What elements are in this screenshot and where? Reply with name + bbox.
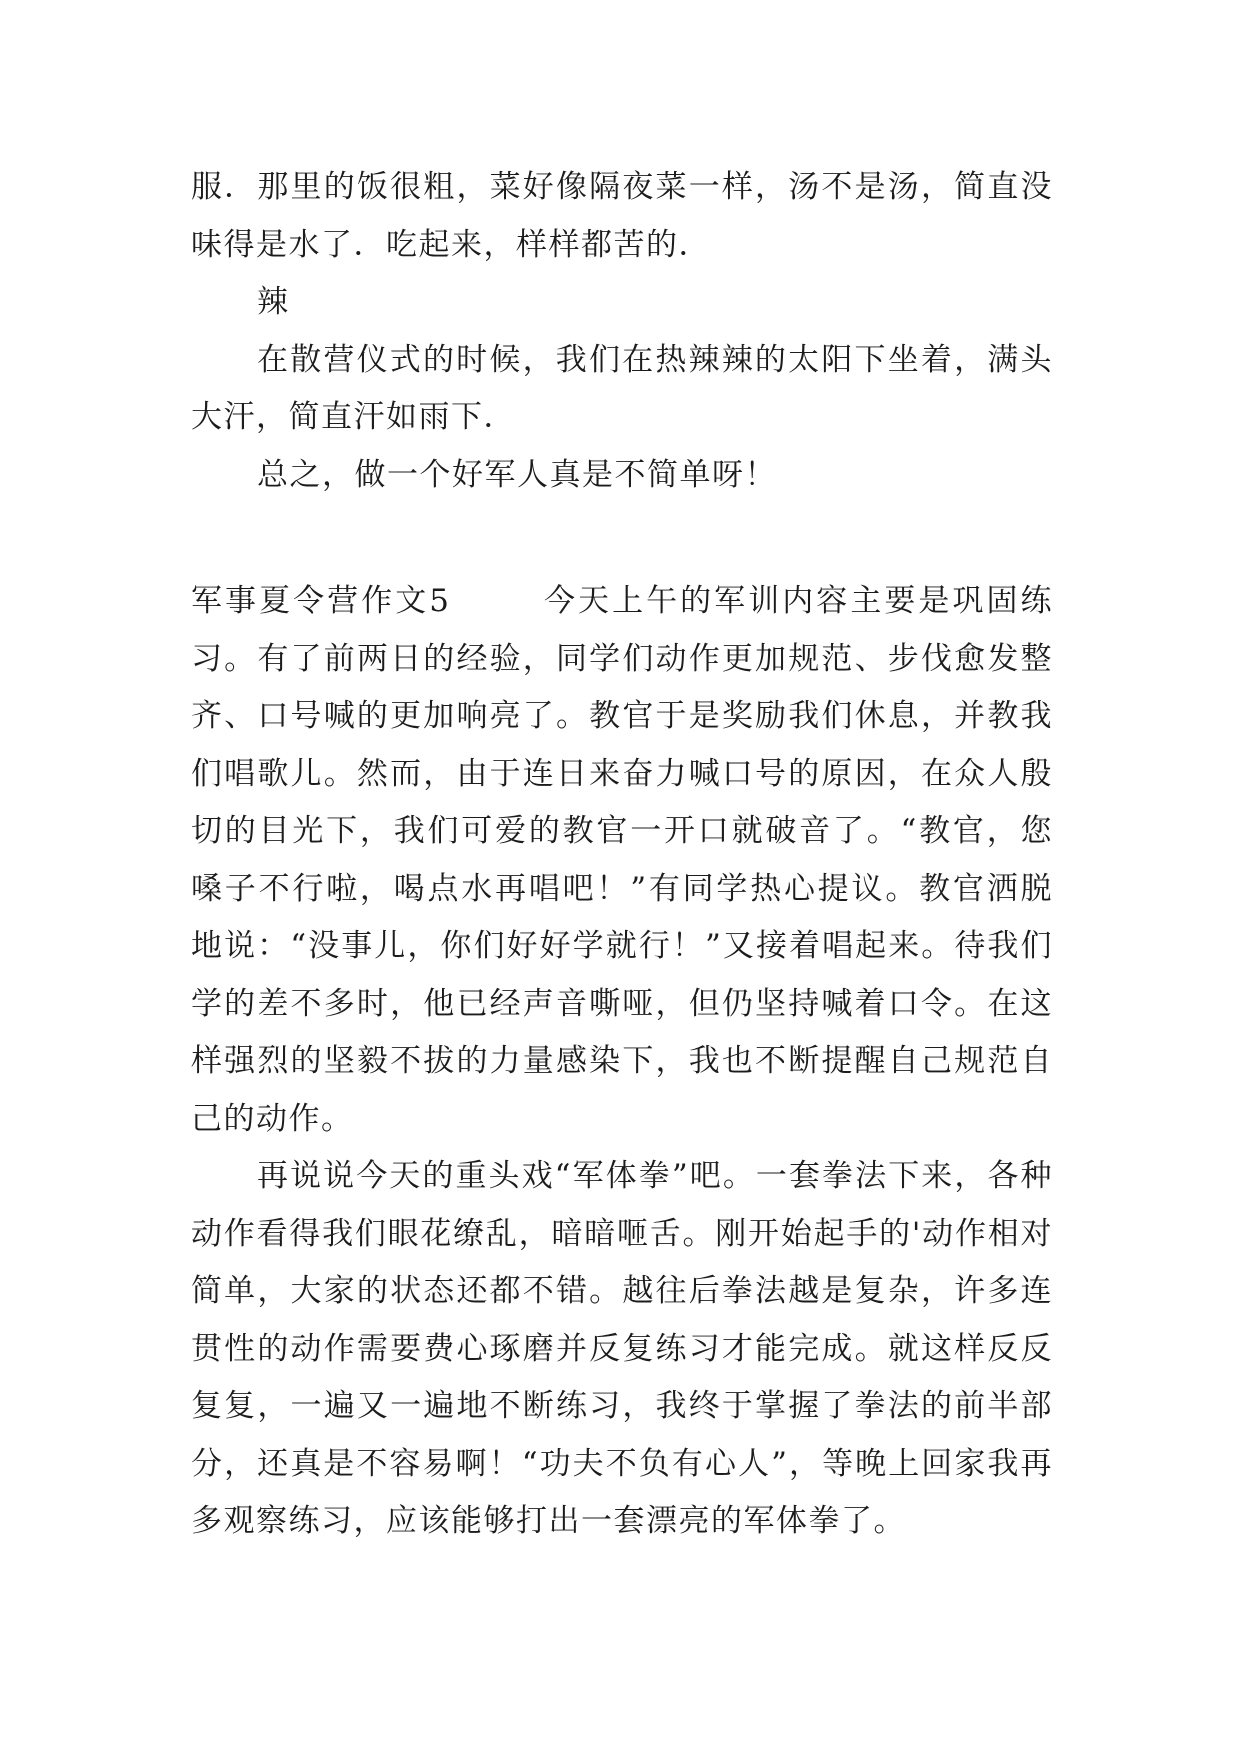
- essay-title: 军事夏令营作文5: [191, 583, 451, 619]
- paragraph-conclusion: 总之，做一个好军人真是不简单呀！: [257, 456, 777, 493]
- paragraph-meal: 服．那里的饭很粗，菜好像隔夜菜一样，汤不是汤，简直没味得是水了．吃起来，样样都苦的．: [191, 169, 1053, 263]
- essay-text-block: [191, 573, 1053, 1551]
- essay-first-paragraph: [191, 573, 1053, 1148]
- paragraph-spicy-heading: 辣: [257, 284, 290, 320]
- essay-paragraph-training: 今天上午的军训内容主要是巩固练习。有了前两日的经验，同学们动作更加规范、步伐愈发整齐、口号喊的更加响亮了。教官于是奖励我们休息，并教我们唱歌儿。然而，由于连日来奋力喊口号的原因，在众人殷切的目光下，我们可爱的教官一开口就破音了。“教官，您嗓子不行啦，喝点水再唱吧！”有同学热心提议。教官洒脱地说：“没事儿，你们好好学就行！”又接着唱起来。待我们学的差不多时，他已经声音嘶哑，但仍坚持喊着口令。在这样强烈的坚毅不拔的力量感染下，我也不断提醒自己规范自己的动作。: [191, 583, 1053, 1137]
- top-text-block: [191, 159, 1053, 504]
- paragraph-ceremony: 在散营仪式的时候，我们在热辣辣的太阳下坐着，满头大汗，简直汗如雨下．: [191, 341, 1053, 435]
- essay-paragraph-boxing: 再说说今天的重头戏“军体拳”吧。一套拳法下来，各种动作看得我们眼花缭乱，暗暗咂舌。刚开始起手的'动作相对简单，大家的状态还都不错。越往后拳法越是复杂，许多连贯性的动作需要费心琢磨并反复练习才能完成。就这样反反复复，一遍又一遍地不断练习，我终于掌握了拳法的前半部分，还真是不容易啊！“功夫不负有心人”，等晚上回家我再多观察练习，应该能够打出一套漂亮的军体拳了。: [191, 1158, 1053, 1539]
